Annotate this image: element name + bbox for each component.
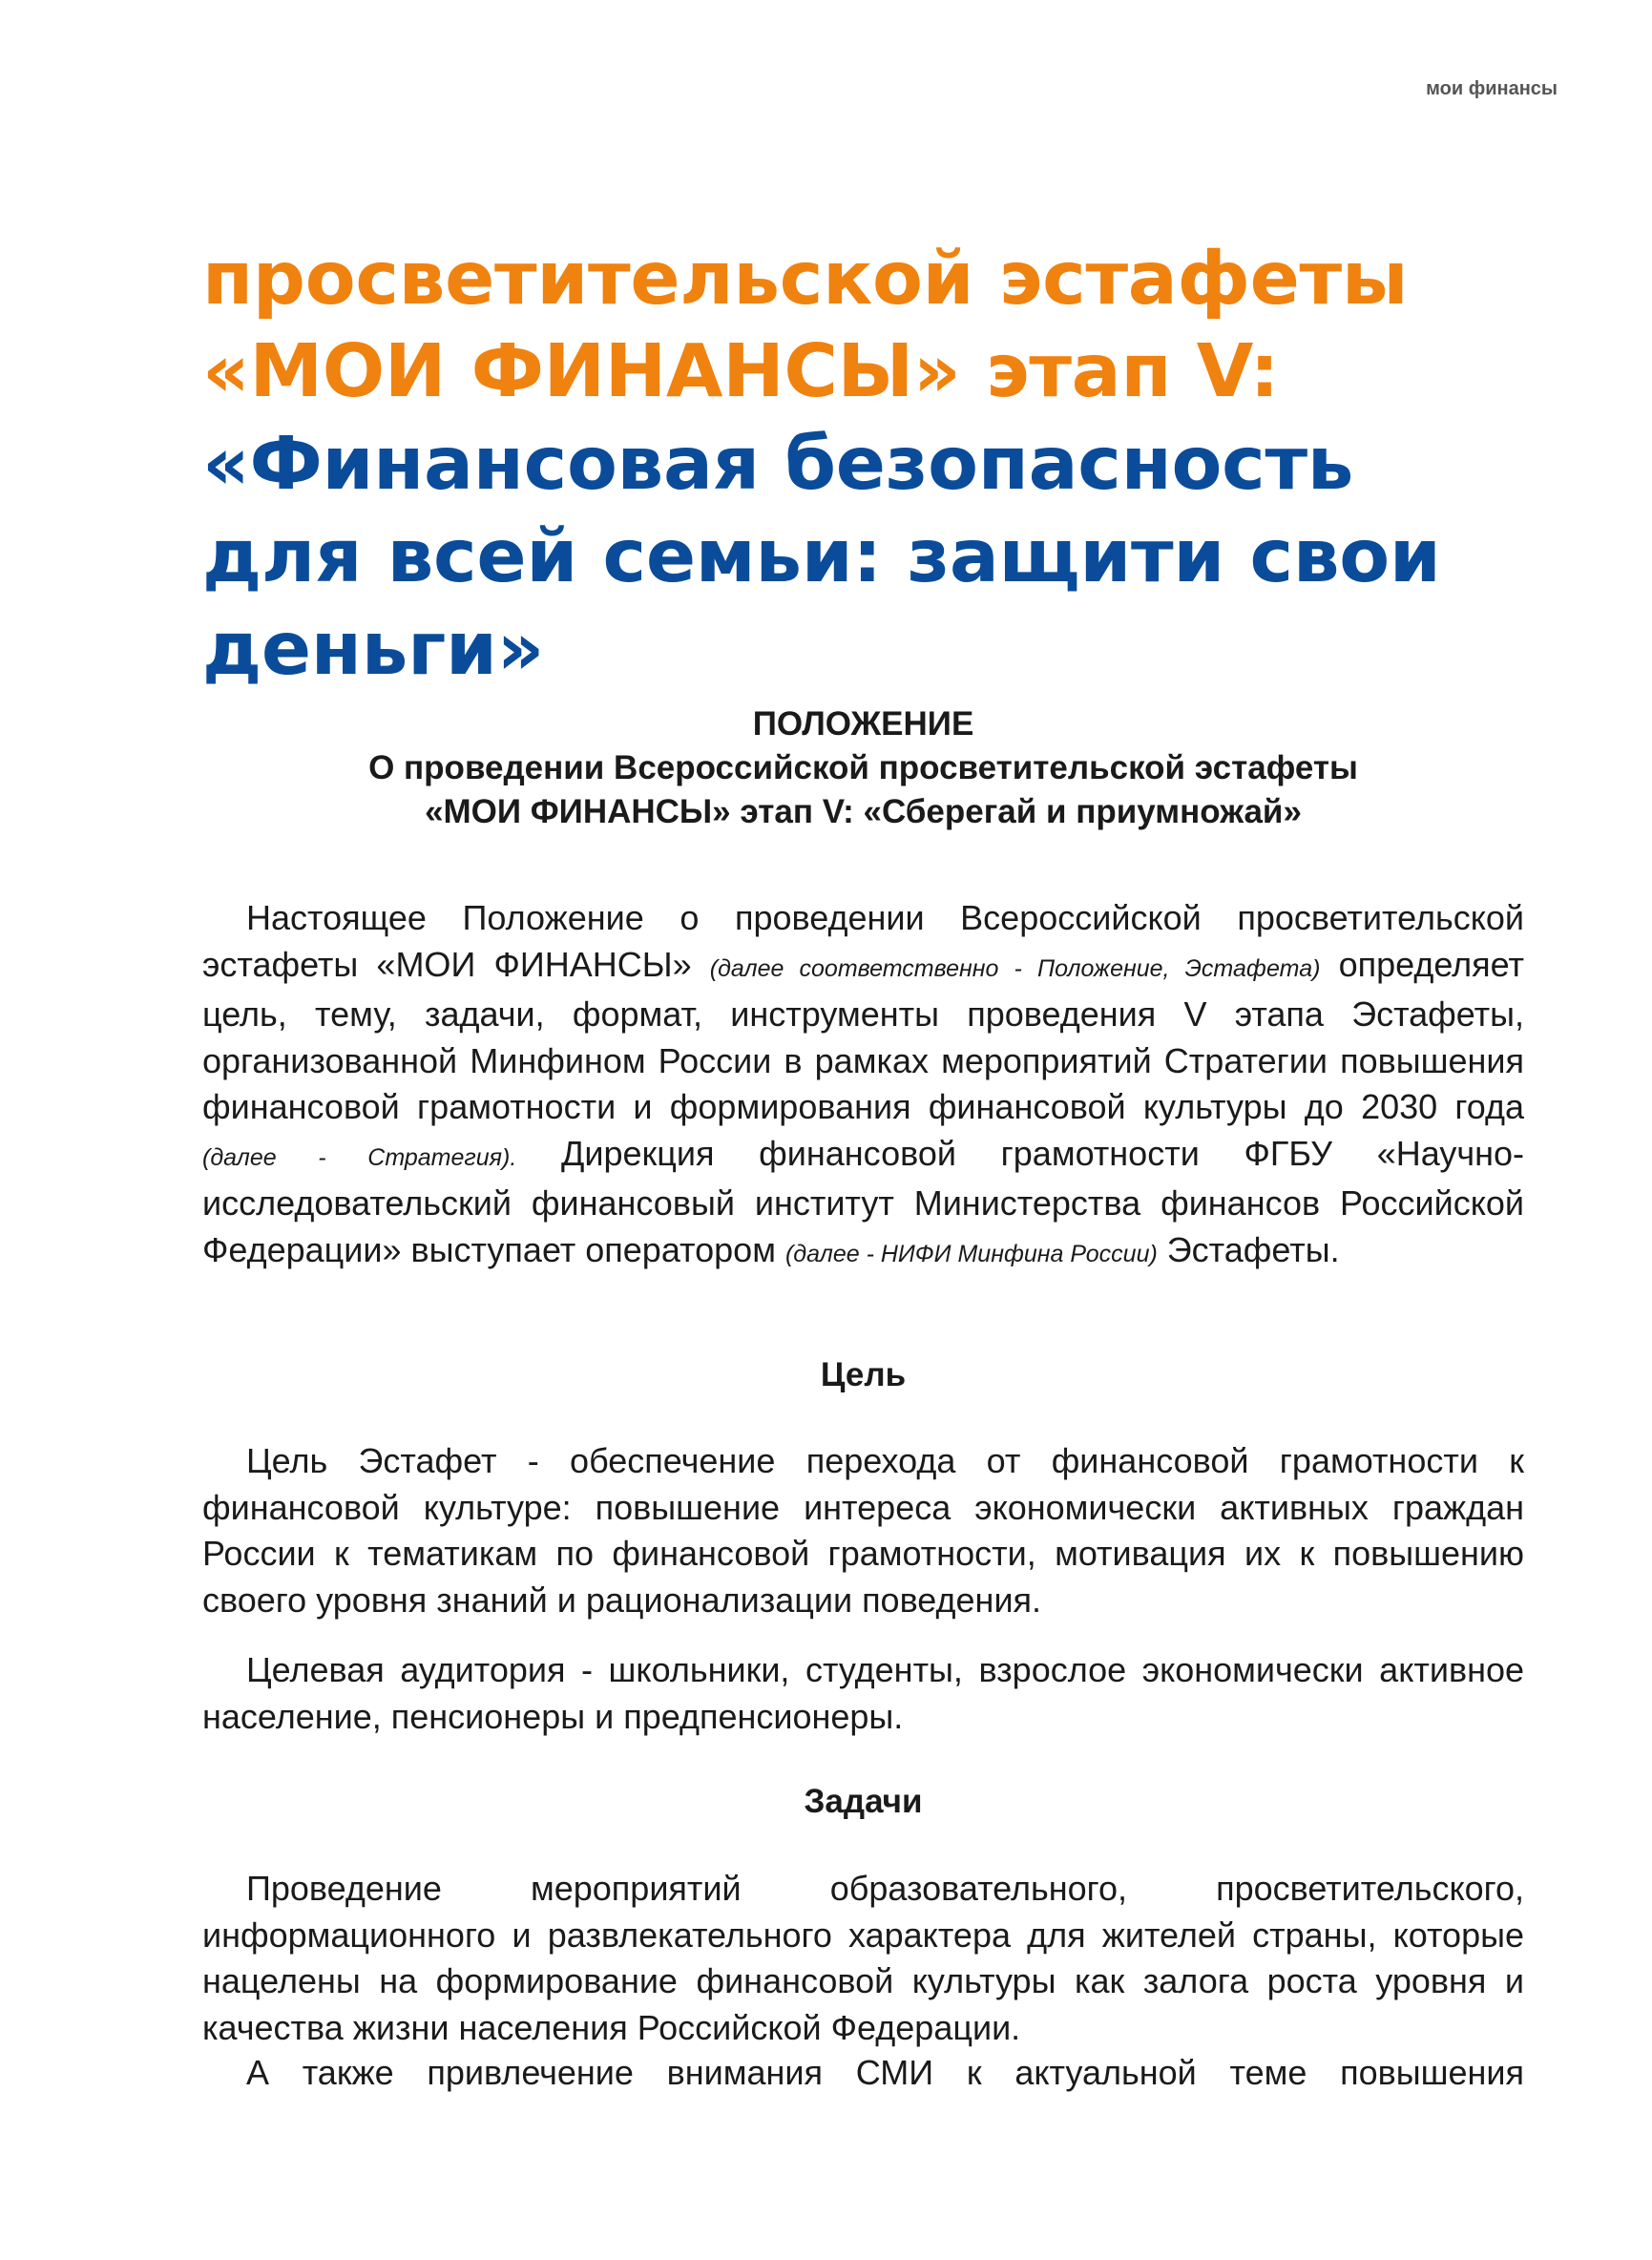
goal-section-title: Цель	[820, 1356, 907, 1393]
title-line-5: деньги»	[202, 607, 545, 692]
title-line-4: для всей семьи: защити свои	[202, 514, 1441, 599]
intro-note-b: (далее - Стратегия).	[202, 1143, 517, 1171]
tasks-section-title: Задачи	[804, 1783, 923, 1820]
main-title	[202, 233, 1538, 696]
running-header: мои финансы	[1426, 78, 1558, 99]
tasks-paragraph: Проведение мероприятий образовательного, просветительского, информационного и развлекательного характера для жителей страны, которые нацелены на формирование финансовой культуры как залога роста уровня и качества жизни населения Российской Федерации.	[202, 1869, 1524, 2047]
intro-text-d: Эстафеты.	[1157, 1229, 1340, 1269]
title-line-2: «МОИ ФИНАНСЫ» этап V:	[202, 329, 1280, 414]
regulation-heading-line-2: О проведении Всероссийской просветительской эстафеты	[368, 749, 1358, 786]
title-line-3: «Финансовая безопасность	[202, 422, 1354, 507]
regulation-heading-line-3: «МОИ ФИНАНСЫ» этап V: «Сберегай и приумножай»	[425, 793, 1302, 830]
regulation-heading	[202, 702, 1524, 834]
title-line-1: просветительской эстафеты	[202, 237, 1409, 322]
intro-text-b: определяет цель, тему, задачи, формат, инструменты проведения V этапа Эстафеты, организованной Минфином России в рамках мероприятий Стратегии повышения финансовой грамотности и формирования финансовой культуры до 2030 года	[202, 944, 1524, 1126]
regulation-heading-line-1: ПОЛОЖЕНИЕ	[752, 705, 974, 743]
audience-paragraph: Целевая аудитория - школьники, студенты, взрослое экономически активное население, пенсионеры и предпенсионеры.	[202, 1650, 1524, 1736]
tasks-continuation-paragraph: А также привлечение внимания СМИ к актуальной теме повышения	[246, 2053, 1524, 2092]
intro-text-c: Дирекция финансовой грамотности ФГБУ «Научно-исследовательский финансовый институт Министерства финансов Российской Федерации» выступает оператором	[202, 1133, 1525, 1269]
intro-paragraph	[202, 895, 1524, 1277]
goal-paragraph: Цель Эстафет - обеспечение перехода от финансовой грамотности к финансовой культуре: повышение интереса экономически активных граждан России к тематикам по финансовой грамотности, мотивация их к повышению своего уровня знаний и рационализации поведения.	[202, 1441, 1524, 1620]
intro-note-c: (далее - НИФИ Минфина России)	[784, 1240, 1158, 1267]
intro-text-a: Настоящее Положение о проведении Всероссийской просветительской эстафеты «МОИ ФИНАНСЫ»	[202, 898, 1524, 984]
intro-note-a: (далее соответственно - Положение, Эстафета)	[709, 954, 1321, 982]
